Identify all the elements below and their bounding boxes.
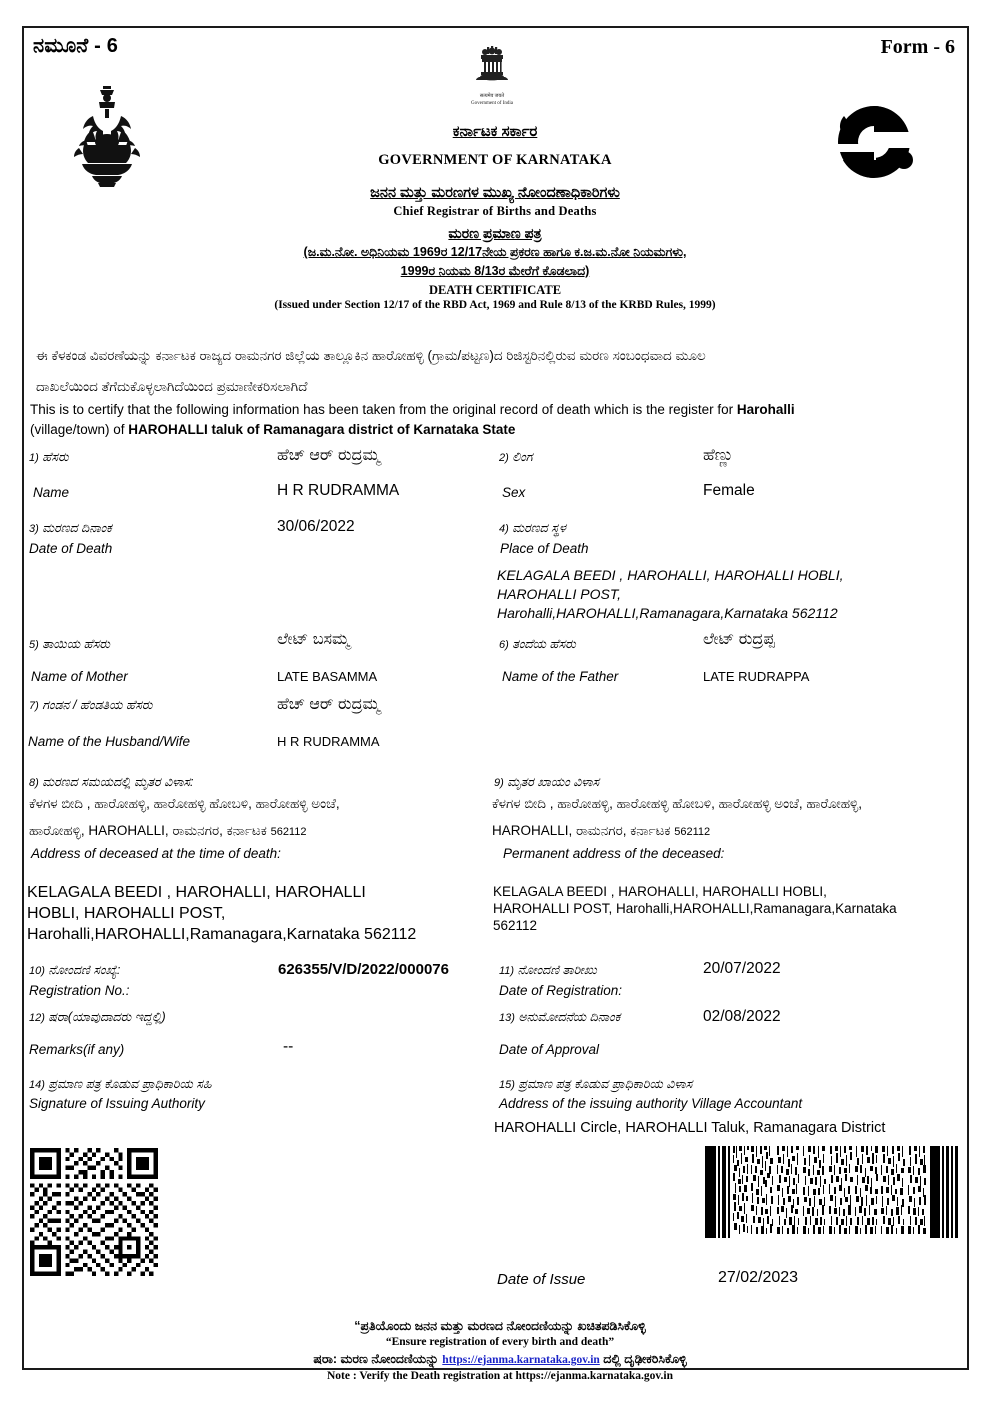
field-name-value-kannada: ಹೆಚ್ ಆರ್ ರುದ್ರಮ್ಮ bbox=[277, 447, 380, 464]
field-permanent-address-label-kannada bbox=[494, 775, 599, 790]
date-of-issue-label: Date of Issue bbox=[497, 1271, 586, 1288]
act-reference-english: (Issued under Section 12/17 of the RBD Act, 1969 and Rule 8/13 of the KRBD Rules, 1999) bbox=[274, 299, 716, 311]
field-mother-label-kn-text: ತಾಯಿಯ ಹೆಸರು bbox=[42, 637, 110, 651]
field-dor-label-kn-text: ನೋಂದಣಿ ತಾರೀಖು bbox=[517, 963, 597, 977]
pa-kn-line2 bbox=[492, 817, 970, 846]
field-registration-no-label-kannada bbox=[29, 963, 120, 978]
field-regno-number: 10) bbox=[29, 965, 45, 977]
certify-kn-line2: ದಾಖಲೆಯಿಂದ ತೆಗೆದುಕೊಳ್ಳಲಾಗಿದೆಯಿಂದ ಪ್ರಮಾಣೀಕರಿಸಲಾಗಿದೆ bbox=[36, 379, 308, 394]
qr-code bbox=[30, 1148, 158, 1276]
certify-en-taluk: HAROHALLI taluk of Ramanagara district of Karnataka State bbox=[128, 422, 516, 437]
certificate-title-english: DEATH CERTIFICATE bbox=[428, 283, 562, 297]
field-mother-label-kannada bbox=[29, 637, 110, 652]
field-place-of-death-label-kannada bbox=[499, 521, 566, 536]
field-authority-address-label-english: Address of the issuing authority Village Accountant bbox=[499, 1096, 803, 1111]
field-permanent-address-value-english bbox=[493, 883, 973, 934]
field-mother-value-kannada: ಲೇಟ್ ಬಸಮ್ಮ bbox=[277, 631, 350, 648]
field-father-label-kn-text: ತಂದೆಯ ಹೆಸರು bbox=[512, 637, 576, 651]
field-doa-number: 13) bbox=[499, 1012, 515, 1024]
field-date-of-registration-label-kannada bbox=[499, 963, 597, 978]
aad-kn-line2-text: ಹಾರೋಹಳ್ಳಿ, HAROHALLI, ರಾಮನಗರ, ಕರ್ನಾಟಕ bbox=[29, 823, 271, 838]
field-name-number: 1) bbox=[29, 452, 39, 464]
field-name-label-kannada bbox=[29, 450, 69, 465]
aad-kn-pin: 562112 bbox=[270, 826, 307, 838]
national-emblem-caption-english: Government of India bbox=[471, 101, 513, 106]
form-number-english: Form - 6 bbox=[880, 36, 955, 58]
pa-kn-line1: ಕೆಳಗಳ ಬೀದಿ , ಹಾರೋಹಳ್ಳಿ, ಹಾರೋಹಳ್ಳಿ ಹೋಬಳಿ, ಹಾರೋಹಳ್ಳಿ ಅಂಚೆ, ಹಾರೋಹಳ್ಳಿ, bbox=[492, 796, 863, 811]
field-spouse-value-kannada: ಹೆಚ್ ಆರ್ ರುದ್ರಮ್ಮ bbox=[277, 696, 380, 713]
field-pod-label-kn-text: ಮರಣದ ಸ್ಥಳ bbox=[512, 521, 566, 535]
field-address-at-death-label-kannada bbox=[29, 775, 194, 790]
aad-en-line3: Harohalli,HAROHALLI,Ramanagara,Karnataka 562112 bbox=[27, 926, 417, 943]
field-name-label-kn-text: ಹೆಸರು bbox=[42, 450, 69, 464]
field-spouse-number: 7) bbox=[29, 700, 39, 712]
field-date-of-registration-value: 20/07/2022 bbox=[703, 960, 781, 977]
field-spouse-value-english: H R RUDRAMMA bbox=[277, 734, 380, 749]
field-date-of-death-label-english: Date of Death bbox=[29, 541, 113, 556]
field-registration-no-label-english: Registration No.: bbox=[29, 983, 130, 998]
field-address-at-death-value-english bbox=[27, 882, 497, 945]
field-registration-no-value: 626355/V/D/2022/000076 bbox=[278, 961, 449, 978]
field-aad-number: 8) bbox=[29, 777, 39, 789]
field-regno-label-kn-text: ನೋಂದಣಿ ಸಂಖ್ಯೆ: bbox=[48, 963, 121, 977]
field-sig-label-kn-text: ಪ್ರಮಾಣ ಪತ್ರ ಕೊಡುವ ಪ್ರಾಧಿಕಾರಿಯ ಸಹಿ bbox=[48, 1077, 212, 1091]
field-mother-number: 5) bbox=[29, 639, 39, 651]
pa-en-line2: HAROHALLI POST, Harohalli,HAROHALLI,Ramanagara,Karnataka bbox=[493, 901, 897, 916]
certify-en-village: Harohalli bbox=[736, 402, 795, 417]
aad-en-line1: KELAGALA BEEDI , HAROHALLI, HAROHALLI bbox=[27, 884, 366, 901]
pa-kn-pin: 562112 bbox=[674, 826, 711, 838]
field-mother-value-english: LATE BASAMMA bbox=[277, 669, 378, 684]
certificate-heading-block bbox=[120, 122, 870, 313]
field-dor-number: 11) bbox=[499, 965, 515, 977]
chief-registrar-english: Chief Registrar of Births and Deaths bbox=[393, 204, 597, 218]
field-aad-label-kn-text: ಮರಣದ ಸಮಯದಲ್ಲಿ ಮೃತರ ವಿಳಾಸ: bbox=[42, 775, 194, 789]
field-permanent-address-label-english: Permanent address of the deceased: bbox=[503, 846, 725, 861]
field-remarks-label-english: Remarks(if any) bbox=[29, 1042, 125, 1057]
certify-en-part1: This is to certify that the following information has been taken from the original record of death which is the register for bbox=[30, 402, 737, 417]
footer-block bbox=[120, 1318, 880, 1384]
certificate-title-kannada: ಮರಣ ಪ್ರಮಾಣ ಪತ್ರ bbox=[448, 225, 542, 241]
field-remarks-number: 12) bbox=[29, 1012, 45, 1024]
field-pod-number: 4) bbox=[499, 523, 509, 535]
pod-line1: KELAGALA BEEDI , HAROHALLI, HAROHALLI HOBLI, bbox=[497, 567, 844, 583]
field-auth-label-kn-text: ಪ್ರಮಾಣ ಪತ್ರ ಕೊಡುವ ಪ್ರಾಧಿಕಾರಿಯ ವಿಳಾಸ bbox=[518, 1077, 693, 1091]
certification-paragraph-kannada bbox=[36, 340, 956, 402]
national-emblem-icon bbox=[470, 44, 514, 88]
field-place-of-death-value bbox=[497, 566, 967, 623]
form-number-kannada: ನಮೂನೆ - 6 bbox=[33, 35, 119, 57]
footer-note-kannada bbox=[120, 1350, 880, 1369]
field-sex-label-english: Sex bbox=[502, 485, 526, 500]
field-signature-label-english: Signature of Issuing Authority bbox=[29, 1096, 205, 1111]
field-father-label-english: Name of the Father bbox=[502, 669, 619, 684]
footer-slogan-kannada: “ಪ್ರತಿಯೊಂದು ಜನನ ಮತ್ತು ಮರಣದ ನೋಂದಣಿಯನ್ನು ಖಚಿತಪಡಿಸಿಕೊಳ್ಳಿ bbox=[354, 1319, 646, 1333]
field-father-number: 6) bbox=[499, 639, 509, 651]
field-spouse-label-kn-text: ಗಂಡನ / ಹೆಂಡತಿಯ ಹೆಸರು bbox=[42, 698, 153, 712]
field-remarks-label-kn-text: ಷರಾ(ಯಾವುದಾದರು ಇದ್ದಲ್ಲಿ) bbox=[48, 1010, 166, 1024]
field-auth-number: 15) bbox=[499, 1079, 515, 1091]
pa-en-line3: 562112 bbox=[493, 918, 538, 933]
field-authority-address-label-kannada bbox=[499, 1077, 692, 1092]
field-signature-label-kannada bbox=[29, 1077, 212, 1092]
field-mother-label-english: Name of Mother bbox=[31, 669, 128, 684]
ejanma-portal-link[interactable]: https://ejanma.karnataka.gov.in bbox=[442, 1354, 600, 1366]
field-father-value-english: LATE RUDRAPPA bbox=[703, 669, 810, 684]
field-spouse-label-kannada bbox=[29, 698, 152, 713]
aad-en-line2: HOBLI, HAROHALLI POST, bbox=[27, 905, 226, 922]
field-place-of-death-label-english: Place of Death bbox=[500, 541, 589, 556]
field-sex-value-english: Female bbox=[703, 482, 755, 499]
field-date-of-death-label-kannada bbox=[29, 521, 112, 536]
pod-line2: HAROHALLI POST, bbox=[497, 586, 621, 602]
certify-en-part2: (village/town) of bbox=[30, 422, 129, 437]
state-name-english: GOVERNMENT OF KARNATAKA bbox=[378, 152, 612, 168]
field-date-of-death-value: 30/06/2022 bbox=[277, 518, 355, 535]
field-dod-label-kn-text: ಮರಣದ ದಿನಾಂಕ bbox=[42, 521, 112, 535]
field-date-of-approval-value: 02/08/2022 bbox=[703, 1008, 781, 1025]
field-date-of-approval-label-kannada bbox=[499, 1010, 620, 1025]
field-authority-address-value: HAROHALLI Circle, HAROHALLI Taluk, Ramanagara District bbox=[494, 1120, 886, 1136]
date-of-issue-value: 27/02/2023 bbox=[718, 1269, 799, 1286]
field-address-at-death-label-english: Address of deceased at the time of death: bbox=[31, 846, 281, 861]
field-address-at-death-value-kannada bbox=[29, 790, 489, 846]
field-dod-number: 3) bbox=[29, 523, 39, 535]
field-remarks-value: -- bbox=[283, 1038, 294, 1055]
act-reference-kannada-line1: (ಜ.ಮ.ನೋ. ಅಧಿನಿಯಮ 1969ರ 12/17ನೇಯ ಪ್ರಕರಣ ಹಾಗೂ ಕ.ಜ.ಮ.ನೋ ನಿಯಮಗಳು, bbox=[303, 245, 687, 259]
footer-slogan-english: “Ensure registration of every birth and death” bbox=[385, 1336, 615, 1348]
field-doa-label-kn-text: ಅನುಮೋದನೆಯ ದಿನಾಂಕ bbox=[518, 1010, 621, 1024]
act-reference-kannada-line2: 1999ರ ನಿಯಮ 8/13ರ ಮೇರೆಗೆ ಕೊಡಲಾದ) bbox=[400, 264, 590, 278]
field-sig-number: 14) bbox=[29, 1079, 45, 1091]
field-permanent-address-value-kannada bbox=[492, 790, 970, 846]
pa-en-line1: KELAGALA BEEDI , HAROHALLI, HAROHALLI HOBLI, bbox=[493, 884, 827, 899]
footer-note-kn-post: ದಲ್ಲಿ ದೃಢೀಕರಿಸಿಕೊಳ್ಳಿ bbox=[599, 1352, 687, 1366]
pod-line3: Harohalli,HAROHALLI,Ramanagara,Karnataka 562112 bbox=[497, 605, 838, 621]
field-spouse-label-english: Name of the Husband/Wife bbox=[28, 734, 190, 749]
aad-kn-line1: ಕೆಳಗಳ ಬೀದಿ , ಹಾರೋಹಳ್ಳಿ, ಹಾರೋಹಳ್ಳಿ ಹೋಬಳಿ, ಹಾರೋಹಳ್ಳಿ ಅಂಚೆ, bbox=[29, 796, 340, 811]
field-sex-label-kn-text: ಲಿಂಗ bbox=[512, 450, 533, 464]
footer-note-kn-pre: ಷರಾ: ಮರಣ ನೋಂದಣಿಯನ್ನು bbox=[313, 1352, 443, 1366]
pa-kn-line2-text: HAROHALLI, ರಾಮನಗರ, ಕರ್ನಾಟಕ bbox=[492, 823, 675, 838]
field-sex-value-kannada: ಹೆಣ್ಣು bbox=[703, 447, 734, 464]
national-emblem-caption-hindi: सत्यमेव जयते bbox=[479, 94, 505, 99]
field-name-label-english: Name bbox=[33, 485, 70, 500]
field-pa-number: 9) bbox=[494, 777, 504, 789]
aad-kn-line2 bbox=[29, 817, 489, 846]
certification-paragraph-english bbox=[30, 400, 958, 440]
field-sex-label-kannada bbox=[499, 450, 533, 465]
field-father-value-kannada: ಲೇಟ್ ರುದ್ರಪ್ಪ bbox=[703, 631, 775, 648]
field-date-of-registration-label-english: Date of Registration: bbox=[499, 983, 623, 998]
state-name-kannada: ಕರ್ನಾಟಕ ಸರ್ಕಾರ bbox=[452, 123, 538, 140]
field-remarks-label-kannada bbox=[29, 1010, 166, 1025]
field-father-label-kannada bbox=[499, 637, 576, 652]
footer-note-english: Note : Verify the Death registration at https://ejanma.karnataka.gov.in bbox=[326, 1370, 674, 1382]
field-date-of-approval-label-english: Date of Approval bbox=[499, 1042, 600, 1057]
field-pa-label-kn-text: ಮೃತರ ಖಾಯಂ ವಿಳಾಸ bbox=[507, 775, 600, 789]
chief-registrar-kannada: ಜನನ ಮತ್ತು ಮರಣಗಳ ಮುಖ್ಯ ನೋಂದಣಾಧಿಕಾರಿಗಳು bbox=[370, 185, 620, 201]
certify-kn-line1: ಈ ಕೆಳಕಂಡ ವಿವರಣೆಯನ್ನು ಕರ್ನಾಟಕ ರಾಜ್ಯದ ರಾಮನಗರ ಜಿಲ್ಲೆಯ ತಾಲ್ಲೂಕಿನ ಹಾರೋಹಳ್ಳಿ (ಗ್ರಾಮ/ಪಟ್ಟಣ)ದ ರಿಜಿಸ್ಟರಿನಲ್ಲಿರುವ ಮರಣ ಸಂಬಂಧವಾದ ಮೂಲ bbox=[36, 348, 706, 363]
field-sex-number: 2) bbox=[499, 452, 509, 464]
field-name-value-english: H R RUDRAMMA bbox=[277, 482, 400, 499]
national-emblem-block bbox=[470, 44, 514, 107]
pdf417-barcode bbox=[703, 1146, 965, 1238]
